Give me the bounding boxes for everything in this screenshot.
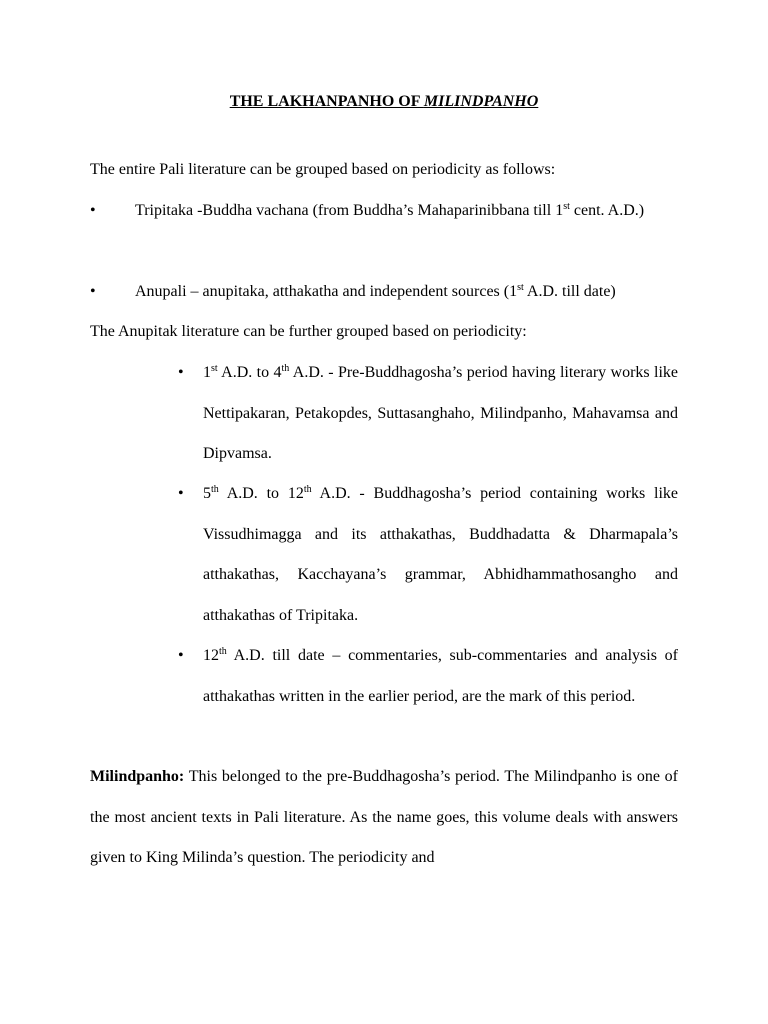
bullet-icon: •	[90, 283, 96, 300]
bullet-icon: •	[178, 485, 184, 502]
list-item	[90, 272, 678, 313]
anupitak-paragraph: The Anupitak literature can be further grouped based on periodicity:	[90, 323, 527, 340]
bullet-icon: •	[90, 202, 96, 219]
list-item-text: Anupali – anupitaka, atthakatha and independent sources (1st A.D. till date)	[135, 282, 616, 300]
intro-paragraph: The entire Pali literature can be grouped based on periodicity as follows:	[90, 161, 556, 178]
bullet-icon: •	[178, 647, 184, 664]
milindpanho-paragraph	[90, 757, 678, 879]
page-title	[0, 92, 768, 112]
sub-list-item-text: 12th A.D. till date – commentaries, sub-commentaries and analysis of atthakathas written in the earlier period, are the mark of this period.	[203, 646, 678, 705]
sub-list-item	[178, 353, 678, 475]
title-main: THE LAKHANPANHO OF	[229, 93, 424, 110]
list-item-text: Tripitaka -Buddha vachana (from Buddha’s Mahaparinibbana till 1st cent. A.D.)	[135, 201, 645, 219]
milindpanho-label: Milindpanho:	[90, 768, 185, 785]
milindpanho-text: This belonged to the pre-Buddhagosha’s period. The Milindpanho is one of the most ancient texts in Pali literature. As the name goes, this volume deals with answers given to King Milinda’s question. The periodicity and	[90, 768, 678, 866]
sub-list-item-text: 1st A.D. to 4th A.D. - Pre-Buddhagosha’s period having literary works like Nettipakaran, Petakopdes, Suttasanghaho, Milindpanho, Mahavamsa and Dipvamsa.	[203, 363, 679, 462]
list-item	[90, 191, 678, 232]
bullet-icon: •	[178, 364, 184, 381]
sub-list-item	[178, 474, 678, 636]
sub-list-item-text: 5th A.D. to 12th A.D. - Buddhagosha’s period containing works like Vissudhimagga and its atthakathas, Buddhadatta & Dharmapala’s atthakathas, Kacchayana’s grammar, Abhidhammathosangho and atthakathas of Tripitaka.	[203, 484, 679, 624]
sub-list-item	[178, 636, 678, 717]
title-italic: MILINDPANHO	[423, 93, 539, 110]
